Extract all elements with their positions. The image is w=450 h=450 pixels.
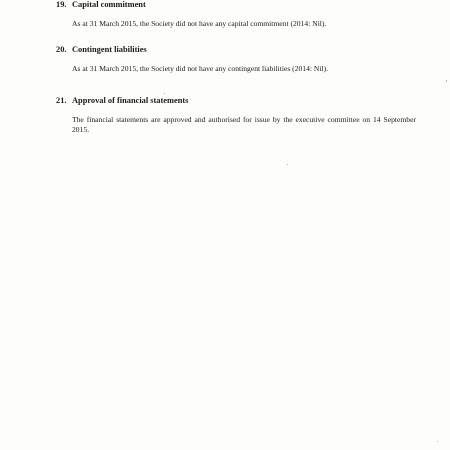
note-title: Contingent liabilities: [72, 45, 147, 54]
note-title: Approval of financial statements: [72, 96, 189, 105]
note-capital-commitment: [56, 0, 416, 29]
note-number: 19.: [56, 0, 67, 9]
note-title: Capital commitment: [72, 0, 146, 9]
scan-speck: [437, 441, 438, 442]
note-number: 20.: [56, 45, 67, 54]
note-number: 21.: [56, 96, 67, 105]
note-heading: [56, 0, 416, 10]
note-body: As at 31 March 2015, the Society did not have any contingent liabilities (2014: Nil).: [72, 64, 329, 73]
note-body: As at 31 March 2015, the Society did not have any capital commitment (2014: Nil).: [72, 19, 327, 28]
scan-speck: [446, 80, 447, 82]
scan-speck: [164, 93, 165, 94]
note-approval-financial-statements: [56, 96, 416, 135]
scan-speck: [287, 164, 288, 165]
note-body: The financial statements are approved and authorised for issue by the executive committee on 14 September 2015.: [72, 115, 416, 134]
note-heading: [56, 96, 416, 106]
note-contingent-liabilities: [56, 45, 416, 74]
note-heading: [56, 45, 416, 55]
